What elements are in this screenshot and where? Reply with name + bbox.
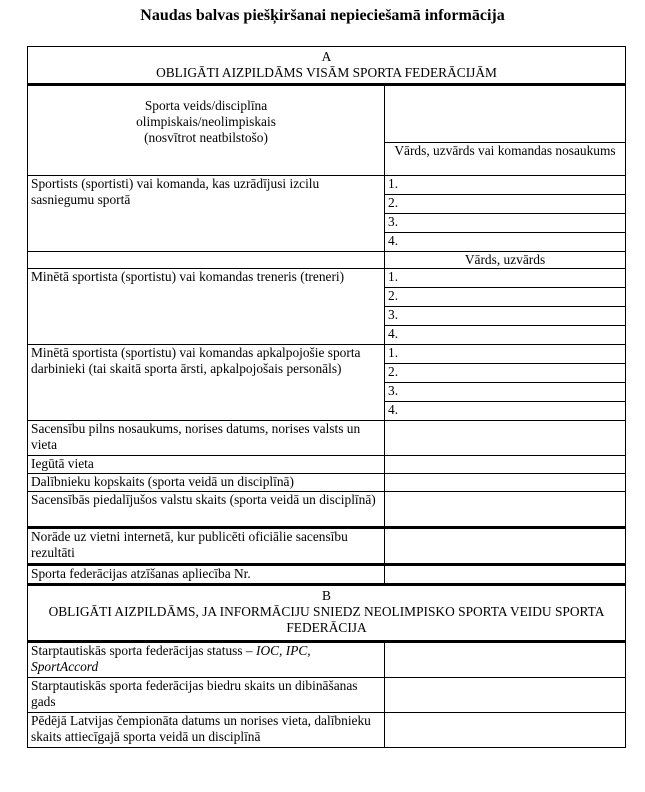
section-a-title: OBLIGĀTI AIZPILDĀMS VISĀM SPORTA FEDERĀCIJĀM [156, 65, 497, 80]
section-a-letter: A [321, 49, 332, 64]
page-title: Naudas balvas piešķiršanai nepieciešamā informācija [140, 7, 505, 24]
certificate-row [28, 565, 626, 585]
championship-row [28, 713, 626, 748]
info-form-table [27, 46, 626, 748]
members-label: Starptautiskās sporta federācijas biedru skaits un dibināšanas gads [28, 678, 385, 713]
coach-field-1[interactable]: 1. [385, 269, 626, 288]
participants-row [28, 474, 626, 492]
coach-field-3[interactable]: 3. [385, 307, 626, 326]
status-row [28, 642, 626, 678]
countries-field[interactable] [385, 492, 626, 528]
place-label: Iegūtā vieta [28, 456, 385, 474]
staff-field-2[interactable]: 2. [385, 364, 626, 383]
status-label [28, 642, 385, 678]
participants-label: Dalībnieku kopskaits (sporta veidā un disciplīnā) [28, 474, 385, 492]
section-a-header-row [28, 47, 626, 85]
sport-label-line-3: (nosvītrot neatbilstošo) [144, 130, 268, 145]
athletes-row [28, 176, 626, 195]
sport-discipline-label [28, 85, 385, 176]
place-field[interactable] [385, 456, 626, 474]
participants-field[interactable] [385, 474, 626, 492]
section-b-header-row [28, 585, 626, 642]
athlete-field-4[interactable]: 4. [385, 233, 626, 252]
members-field[interactable] [385, 678, 626, 713]
countries-row [28, 492, 626, 528]
countries-label: Sacensībās piedalījušos valstu skaits (sporta veidā un disciplīnā) [28, 492, 385, 528]
status-label-text: Starptautiskās sporta federācijas statuss – [31, 643, 256, 658]
name-team-header: Vārds, uzvārds vai komandas nosaukums [385, 143, 626, 176]
competition-label: Sacensību pilns nosaukums, norises datums, norises valsts un vieta [28, 421, 385, 456]
staff-label: Minētā sportista (sportistu) vai komandas apkalpojošie sporta darbinieki (tai skaitā sporta ārsti, apkalpojošais personāls) [28, 345, 385, 421]
coach-field-4[interactable]: 4. [385, 326, 626, 345]
championship-field[interactable] [385, 713, 626, 748]
athletes-label: Sportists (sportisti) vai komanda, kas uzrādījusi izcilu sasniegumu sportā [28, 176, 385, 252]
status-options: IOC, IPC, SportAccord [31, 643, 311, 674]
athlete-field-3[interactable]: 3. [385, 214, 626, 233]
sport-discipline-field[interactable] [385, 85, 626, 143]
name-header-spacer [28, 252, 385, 269]
website-row [28, 528, 626, 565]
competition-field[interactable] [385, 421, 626, 456]
section-b-heading [28, 585, 626, 642]
staff-field-4[interactable]: 4. [385, 402, 626, 421]
section-b-letter: B [322, 588, 331, 603]
sport-label-line-1: Sporta veids/disciplīna [144, 98, 268, 113]
coach-field-2[interactable]: 2. [385, 288, 626, 307]
sport-discipline-row [28, 85, 626, 143]
website-label: Norāde uz vietni internetā, kur publicēti oficiālie sacensību rezultāti [28, 528, 385, 565]
name-header-row [28, 252, 626, 269]
members-row [28, 678, 626, 713]
coach-label: Minētā sportista (sportistu) vai komandas treneris (treneri) [28, 269, 385, 345]
championship-label: Pēdējā Latvijas čempionāta datums un norises vieta, dalībnieku skaits attiecīgajā sporta veidā un disciplīnā [28, 713, 385, 748]
coach-row [28, 269, 626, 288]
sport-label-line-2: olimpiskais/neolimpiskais [136, 114, 276, 129]
athlete-field-2[interactable]: 2. [385, 195, 626, 214]
status-field[interactable] [385, 642, 626, 678]
competition-row [28, 421, 626, 456]
certificate-label: Sporta federācijas atzīšanas apliecība Nr. [28, 565, 385, 585]
staff-field-3[interactable]: 3. [385, 383, 626, 402]
staff-row [28, 345, 626, 364]
section-a-heading [28, 47, 626, 85]
certificate-field[interactable] [385, 565, 626, 585]
name-header: Vārds, uzvārds [385, 252, 626, 269]
athlete-field-1[interactable]: 1. [385, 176, 626, 195]
place-row [28, 456, 626, 474]
website-field[interactable] [385, 528, 626, 565]
section-b-title: OBLIGĀTI AIZPILDĀMS, JA INFORMĀCIJU SNIEDZ NEOLIMPISKO SPORTA VEIDU SPORTA FEDERĀCIJA [48, 604, 605, 635]
staff-field-1[interactable]: 1. [385, 345, 626, 364]
